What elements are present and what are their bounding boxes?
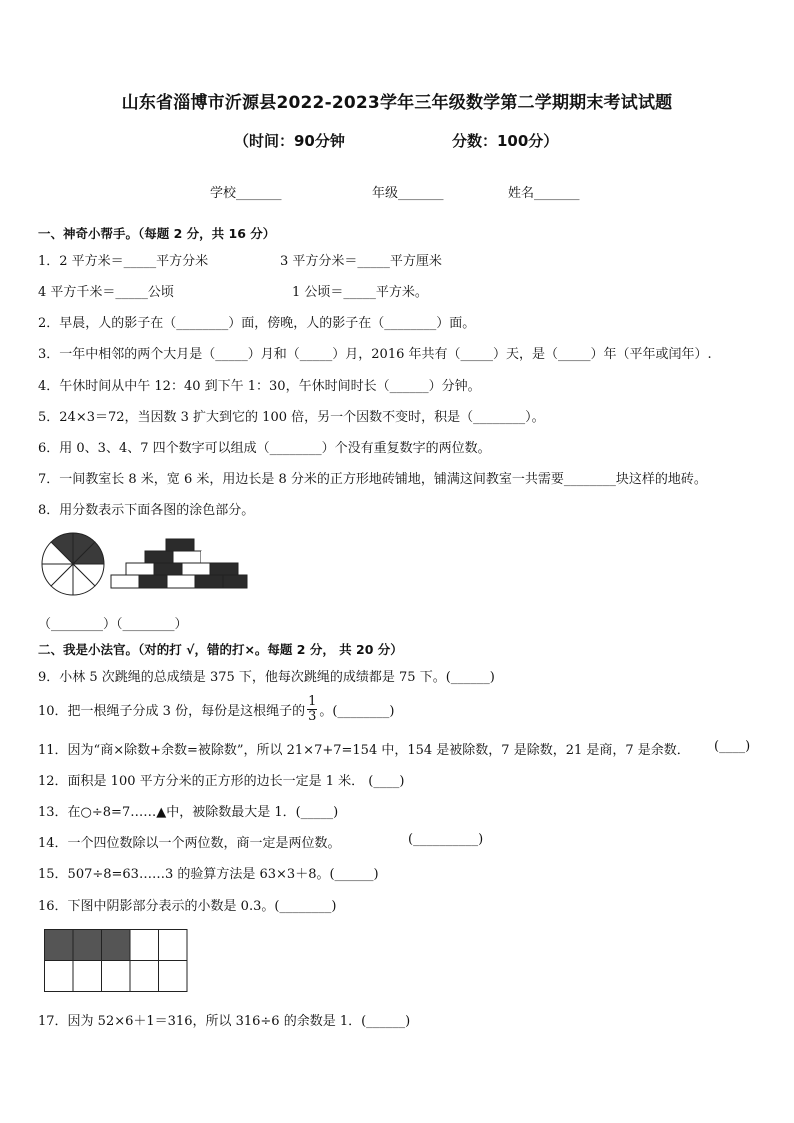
question-1d: 1 公顷＝_____平方米。	[292, 285, 428, 300]
question-4: 4．午休时间从中午 12：40 到下午 1：30，午休时间时长（______）分钟。	[38, 379, 481, 394]
exam-time: （时间：90分钟	[234, 132, 345, 150]
question-6: 6．用 0、3、4、7 四个数字可以组成（________）个没有重复数字的两位数。	[38, 441, 491, 456]
page-title: 山东省淄博市沂源县2022-2023学年三年级数学第二学期期末考试试题	[121, 93, 673, 113]
circle-fraction-figure	[40, 531, 106, 597]
section-2-heading: 二、我是小法官。（对的打 √，错的打×。每题 2 分， 共 20 分）	[38, 642, 403, 657]
fraction	[307, 695, 317, 724]
question-5: 5．24×3＝72，当因数 3 扩大到它的 100 倍，另一个因数不变时，积是（________）。	[38, 410, 545, 425]
question-14-blank: (__________)	[408, 832, 484, 847]
section-1-heading: 一、神奇小帮手。（每题 2 分，共 16 分）	[38, 226, 276, 241]
question-3: 3．一年中相邻的两个大月是（_____）月和（_____）月，2016 年共有（_____）天，是（_____）年（平年或闰年）.	[38, 347, 712, 362]
question-12: 12．面积是 100 平方分米的正方形的边长一定是 1 米． (____)	[38, 774, 405, 789]
grade-field: 年级_______	[372, 186, 444, 201]
question-2: 2．早晨，人的影子在（________）面，傍晚，人的影子在（________）面。	[38, 316, 476, 331]
exam-score: 分数：100分）	[452, 132, 559, 150]
question-1b: 3 平方分米＝_____平方厘米	[280, 254, 442, 269]
school-field: 学校_______	[210, 186, 282, 201]
question-1c: 4 平方千米＝_____公顷	[38, 285, 174, 300]
question-8: 8．用分数表示下面各图的涂色部分。	[38, 503, 255, 518]
brick-pyramid-figure	[110, 538, 248, 592]
question-1a: 1．2 平方米＝_____平方分米	[38, 254, 209, 269]
decimal-grid-figure	[44, 929, 188, 993]
question-7: 7．一间教室长 8 米，宽 6 米，用边长是 8 分米的正方形地砖铺地，铺满这间教室一共需要________块这样的地砖。	[38, 472, 707, 487]
question-11: 11．因为“商×除数+余数=被除数”，所以 21×7+7=154 中，154 是被除数，7 是除数，21 是商，7 是余数．	[38, 743, 690, 758]
question-15: 15．507÷8=63……3 的验算方法是 63×3＋8。(______)	[38, 867, 379, 882]
question-16: 16．下图中阴影部分表示的小数是 0.3。(________)	[38, 899, 337, 914]
question-13: 13．在○÷8=7……▲中，被除数最大是 1．(_____)	[38, 805, 339, 820]
question-8-answer: （________）（________）	[38, 617, 188, 632]
fraction-numerator: 1	[308, 694, 317, 709]
question-10-text: 10．把一根绳子分成 3 份，每份是这根绳子的	[38, 704, 306, 719]
question-9: 9．小林 5 次跳绳的总成绩是 375 下，他每次跳绳的成绩都是 75 下。(______)	[38, 670, 495, 685]
question-11-blank: (____)	[714, 739, 751, 754]
question-14: 14．一个四位数除以一个两位数，商一定是两位数。	[38, 836, 341, 851]
name-field: 姓名_______	[508, 186, 580, 201]
question-10	[38, 695, 395, 724]
fraction-denominator: 3	[308, 709, 317, 724]
question-10-blank: 。(________)	[319, 704, 395, 719]
question-17: 17．因为 52×6＋1＝316，所以 316÷6 的余数是 1．(______)	[38, 1014, 411, 1029]
